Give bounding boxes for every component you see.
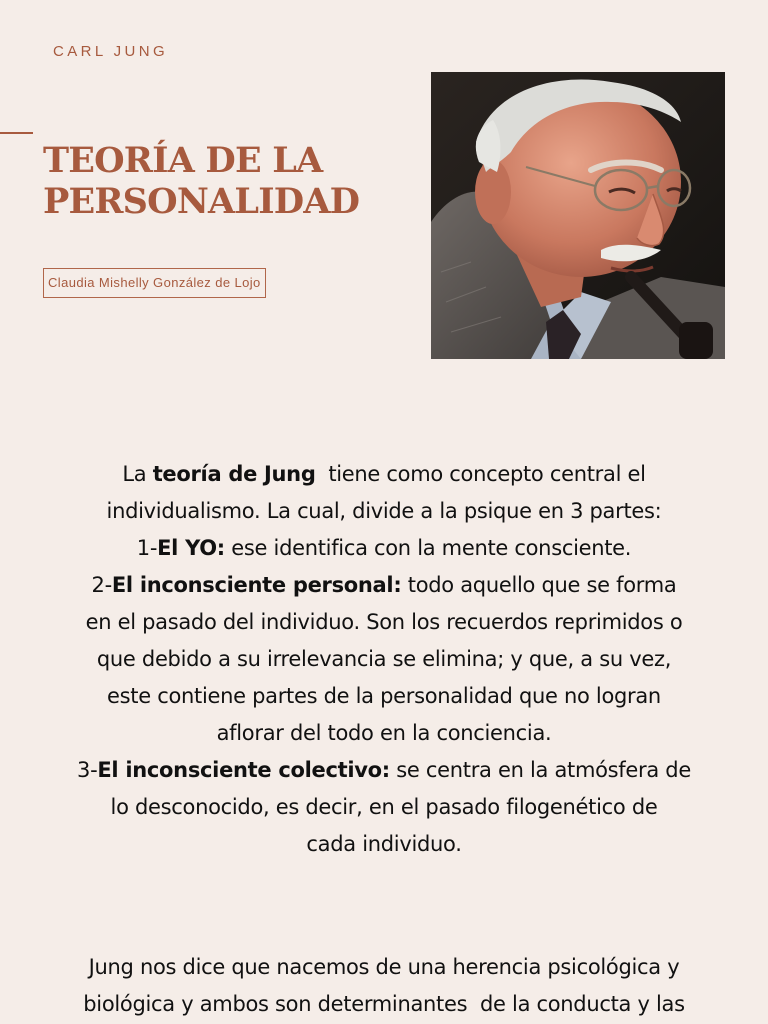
body-line: aflorar del todo en la conciencia. [216,721,552,745]
text-run: ese identifica con la mente consciente. [224,536,632,560]
title-line-2: PERSONALIDAD [43,181,360,222]
body-line: que debido a su irrelevancia se elimina; y que, a su vez, [96,647,672,671]
text-run: La [122,462,153,486]
text-run: tiene como concepto central el [315,462,646,486]
body-line: Jung nos dice que nacemos de una herencia psicológica y [88,955,680,979]
body-line: biológica y ambos son determinantes de la conducta y las [83,992,685,1016]
text-run: todo aquello que se forma [401,573,677,597]
page-title [43,140,359,222]
portrait-photo [431,72,725,359]
emphasis-run: El inconsciente colectivo: [97,758,390,782]
body-line [20,530,748,567]
body-line: en el pasado del individuo. Son los recuerdos reprimidos o [85,610,683,634]
body-line: este contiene partes de la personalidad que no logran [107,684,661,708]
text-run: 3- [77,758,98,782]
text-run: se centra en la atmósfera de [389,758,691,782]
accent-divider [0,132,33,134]
author-badge: Claudia Mishelly González de Lojo [43,268,266,298]
body-line: lo desconocido, es decir, en el pasado filogenético de [110,795,658,819]
body-line [20,752,748,789]
emphasis-run: El YO: [157,536,225,560]
body-line: cada individuo. [306,832,462,856]
title-line-1: TEORÍA DE LA [43,140,323,181]
body-line [20,567,748,604]
emphasis-run: teoría de Jung [152,462,316,486]
kicker-label: CARL JUNG [53,43,169,60]
text-run: 1- [136,536,158,560]
text-run: 2- [91,573,112,597]
emphasis-run: El inconsciente personal: [111,573,402,597]
body-line: individualismo. La cual, divide a la psique en 3 partes: [106,499,662,523]
portrait-illustration [431,72,725,359]
body-paragraph-2 [20,949,748,1023]
body-paragraph-1 [20,456,748,863]
body-line [20,456,748,493]
